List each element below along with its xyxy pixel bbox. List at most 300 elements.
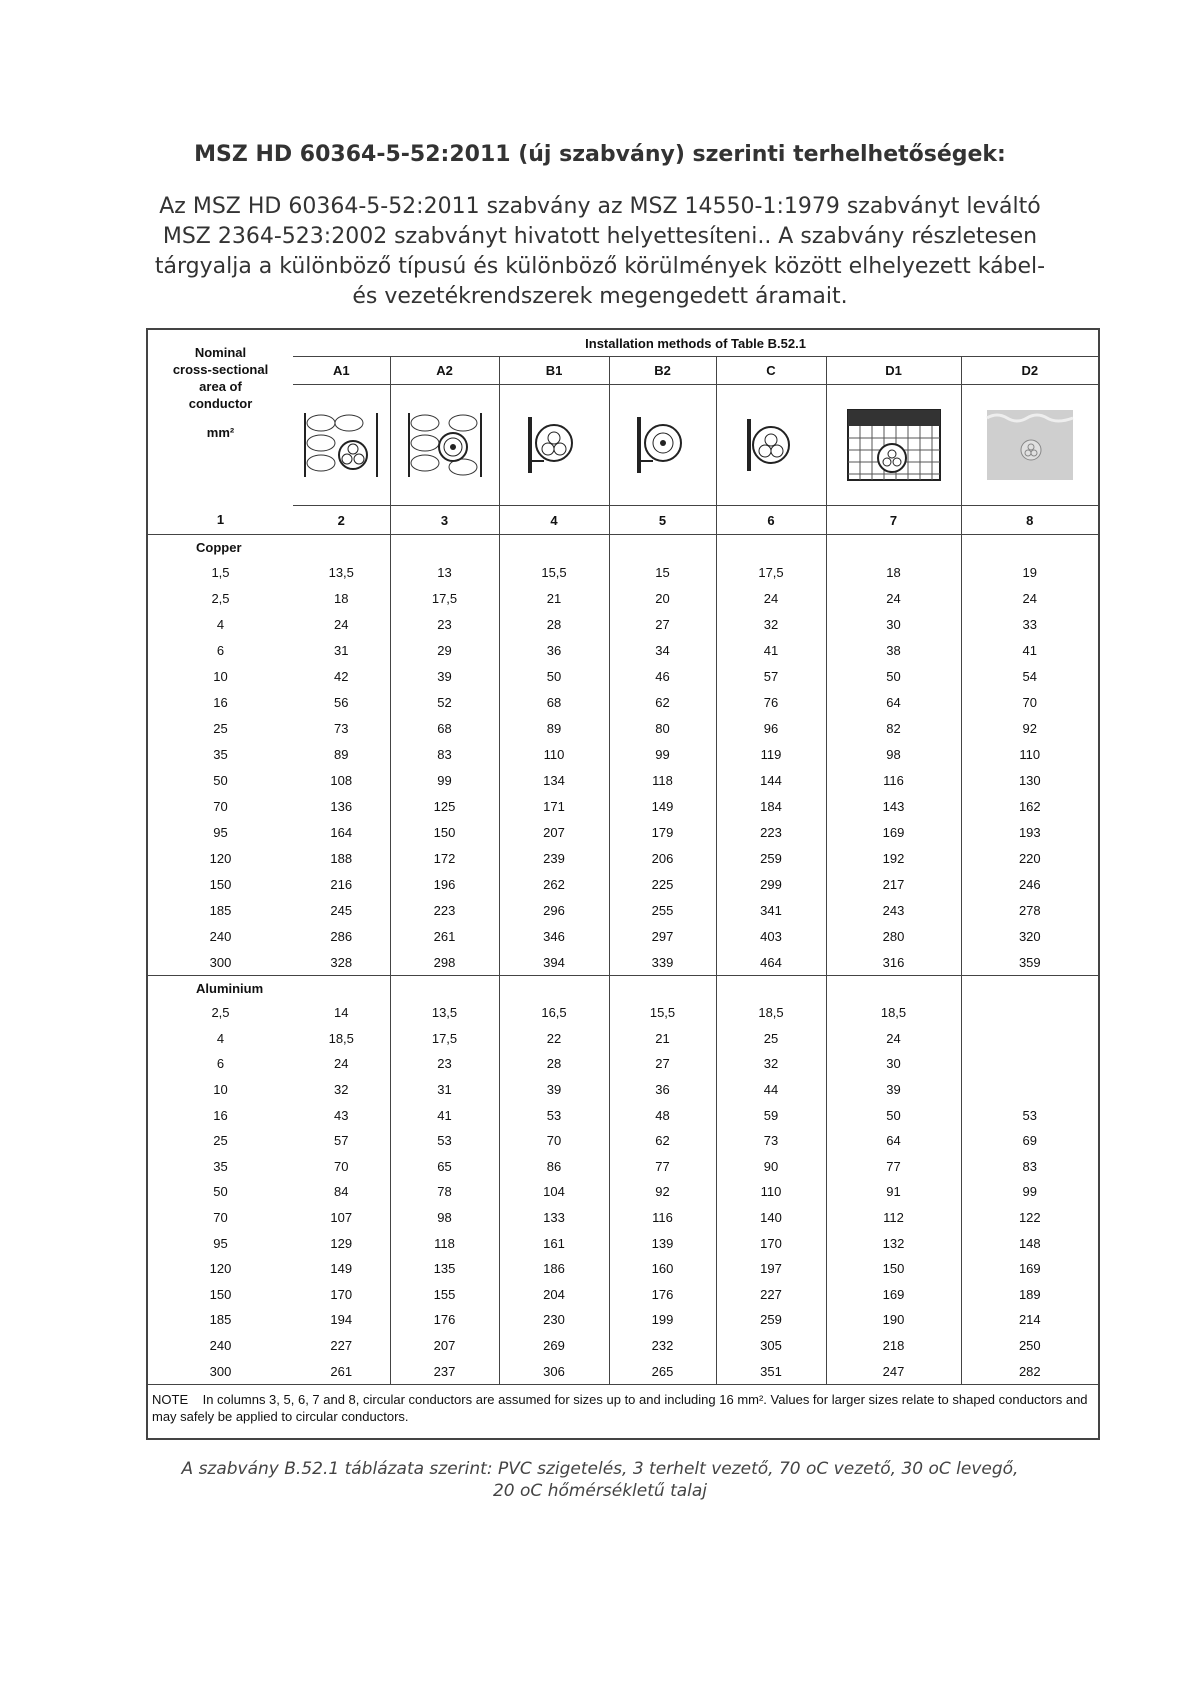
ampacity-cell: 62 xyxy=(609,1128,716,1154)
installation-methods-header: Installation methods of Table B.52.1 xyxy=(585,335,806,351)
col-num-8: 8 xyxy=(961,506,1098,535)
table-row xyxy=(148,1154,1098,1180)
ampacity-cell: 98 xyxy=(390,1205,499,1231)
cross-section-cell: 50 xyxy=(213,772,228,788)
table-row xyxy=(148,689,1098,715)
ampacity-cell: 116 xyxy=(609,1205,716,1231)
ampacity-cell: 299 xyxy=(716,871,826,897)
table-row xyxy=(148,1128,1098,1154)
ampacity-cell: 33 xyxy=(961,611,1098,637)
ampacity-cell: 39 xyxy=(390,663,499,689)
col-num-7: 7 xyxy=(826,506,961,535)
aluminium-section-label: Aluminium xyxy=(148,976,293,1001)
ampacity-cell: 91 xyxy=(826,1179,961,1205)
table-row xyxy=(148,845,1098,871)
ampacity-cell: 41 xyxy=(961,637,1098,663)
ampacity-cell: 227 xyxy=(716,1282,826,1308)
cross-section-cell: 150 xyxy=(209,1286,232,1302)
cross-section-cell: 4 xyxy=(216,1030,225,1046)
method-d2: D2 xyxy=(961,357,1098,385)
cross-section-cell: 10 xyxy=(213,668,228,684)
ampacity-cell: 250 xyxy=(961,1333,1098,1359)
nominal-area-header: Nominal cross-sectional area of conductor mm² xyxy=(172,345,269,440)
table-row xyxy=(148,923,1098,949)
ampacity-cell: 84 xyxy=(334,1184,349,1200)
ampacity-cell: 73 xyxy=(716,1128,826,1154)
table-row xyxy=(148,1102,1098,1128)
ampacity-cell: 116 xyxy=(826,767,961,793)
cross-section-cell: 25 xyxy=(213,1133,228,1149)
ampacity-cell: 82 xyxy=(826,715,961,741)
ampacity-cell: 57 xyxy=(334,1133,349,1149)
ampacity-cell: 161 xyxy=(499,1230,609,1256)
ampacity-cell: 57 xyxy=(716,663,826,689)
ampacity-cell xyxy=(961,1000,1098,1026)
ampacity-cell: 24 xyxy=(716,585,826,611)
ampacity-cell: 44 xyxy=(716,1077,826,1103)
page-title: MSZ HD 60364-5-52:2011 (új szabvány) szerinti terhelhetőségek: xyxy=(194,142,1006,167)
table-row xyxy=(148,611,1098,637)
ampacity-cell: 150 xyxy=(390,819,499,845)
ampacity-cell: 286 xyxy=(330,928,353,944)
ampacity-cell: 225 xyxy=(609,871,716,897)
ampacity-cell: 192 xyxy=(826,845,961,871)
ampacity-cell xyxy=(961,1026,1098,1052)
ampacity-cell: 132 xyxy=(826,1230,961,1256)
ampacity-cell: 32 xyxy=(716,1051,826,1077)
ampacity-cell: 122 xyxy=(961,1205,1098,1231)
table-row xyxy=(148,1358,1098,1384)
ampacity-cell: 298 xyxy=(390,949,499,976)
ampacity-cell: 30 xyxy=(826,611,961,637)
table-row xyxy=(148,871,1098,897)
ampacity-cell: 316 xyxy=(826,949,961,976)
ampacity-cell: 56 xyxy=(334,694,349,710)
ampacity-cell: 110 xyxy=(499,741,609,767)
ampacity-cell: 18,5 xyxy=(826,1000,961,1026)
ampacity-cell: 53 xyxy=(499,1102,609,1128)
ampacity-cell: 150 xyxy=(826,1256,961,1282)
table-row xyxy=(148,1026,1098,1052)
copper-rows xyxy=(148,559,1098,976)
cross-section-cell: 95 xyxy=(213,1235,228,1251)
ampacity-cell: 207 xyxy=(390,1333,499,1359)
ampacity-cell: 17,5 xyxy=(716,559,826,585)
method-a1: A1 xyxy=(293,357,390,385)
ampacity-cell: 160 xyxy=(609,1256,716,1282)
ampacity-cell: 99 xyxy=(390,767,499,793)
ampacity-cell: 14 xyxy=(334,1005,349,1021)
col-num-2: 2 xyxy=(293,506,390,535)
ampacity-cell: 189 xyxy=(961,1282,1098,1308)
ampacity-cell: 218 xyxy=(826,1333,961,1359)
ampacity-cell: 27 xyxy=(609,611,716,637)
cross-section-cell: 6 xyxy=(216,1056,225,1072)
ampacity-cell: 39 xyxy=(826,1077,961,1103)
ampacity-cell: 232 xyxy=(609,1333,716,1359)
ampacity-cell: 171 xyxy=(499,793,609,819)
table-row xyxy=(148,897,1098,923)
ampacity-cell: 77 xyxy=(609,1154,716,1180)
ampacity-cell: 169 xyxy=(826,819,961,845)
ampacity-cell: 41 xyxy=(716,637,826,663)
ampacity-cell: 70 xyxy=(961,689,1098,715)
ampacity-cell: 31 xyxy=(334,642,349,658)
ampacity-cell: 18 xyxy=(826,559,961,585)
ampacity-cell: 190 xyxy=(826,1307,961,1333)
cross-section-cell: 95 xyxy=(213,824,228,840)
ampacity-cell: 237 xyxy=(390,1358,499,1384)
ampacity-cell: 169 xyxy=(826,1282,961,1308)
ampacity-cell: 112 xyxy=(826,1205,961,1231)
cross-section-cell: 16 xyxy=(213,694,228,710)
ampacity-cell: 149 xyxy=(609,793,716,819)
cross-section-cell: 185 xyxy=(209,902,232,918)
ampacity-cell: 118 xyxy=(609,767,716,793)
ampacity-cell: 15 xyxy=(609,559,716,585)
ampacity-cell: 31 xyxy=(390,1077,499,1103)
method-d1: D1 xyxy=(826,357,961,385)
cross-section-cell: 1,5 xyxy=(211,564,230,580)
ampacity-cell: 43 xyxy=(334,1107,349,1123)
ampacity-cell: 50 xyxy=(826,1102,961,1128)
ampacity-cell: 90 xyxy=(716,1154,826,1180)
cross-section-cell: 240 xyxy=(209,1338,232,1354)
ampacity-cell: 328 xyxy=(330,954,353,970)
table-row xyxy=(148,1256,1098,1282)
method-d2-diagram xyxy=(961,385,1098,506)
ampacity-cell: 17,5 xyxy=(390,585,499,611)
cross-section-cell: 50 xyxy=(213,1184,228,1200)
ampacity-cell: 216 xyxy=(330,876,353,892)
ampacity-cell: 83 xyxy=(961,1154,1098,1180)
cross-section-cell: 16 xyxy=(213,1107,228,1123)
ampacity-cell: 246 xyxy=(961,871,1098,897)
table-row xyxy=(148,637,1098,663)
ampacity-cell: 17,5 xyxy=(390,1026,499,1052)
ampacity-cell: 19 xyxy=(961,559,1098,585)
ampacity-cell: 18,5 xyxy=(328,1030,354,1046)
ampacity-cell: 21 xyxy=(499,585,609,611)
ampacity-cell: 134 xyxy=(499,767,609,793)
table-row xyxy=(148,559,1098,585)
ampacity-cell: 110 xyxy=(961,741,1098,767)
ampacity-cell: 53 xyxy=(961,1102,1098,1128)
ampacity-cell: 197 xyxy=(716,1256,826,1282)
ampacity-cell: 107 xyxy=(330,1210,353,1226)
ampacity-cell: 80 xyxy=(609,715,716,741)
ampacity-cell: 23 xyxy=(390,1051,499,1077)
ampacity-cell: 169 xyxy=(961,1256,1098,1282)
cross-section-cell: 70 xyxy=(213,1210,228,1226)
cross-section-cell: 35 xyxy=(213,746,228,762)
table-caption: A szabvány B.52.1 táblázata szerint: PVC szigetelés, 3 terhelt vezető, 70 oC vezető, 30 oC levegő, 20 oC hőmérsékletű talaj xyxy=(181,1459,1019,1501)
ampacity-cell: 129 xyxy=(330,1235,353,1251)
ampacity-cell: 24 xyxy=(334,1056,349,1072)
ampacity-cell: 155 xyxy=(390,1282,499,1308)
ampacity-cell: 77 xyxy=(826,1154,961,1180)
table-row xyxy=(148,1333,1098,1359)
method-b1: B1 xyxy=(499,357,609,385)
ampacity-cell: 13,5 xyxy=(328,564,354,580)
ampacity-cell: 261 xyxy=(330,1363,353,1379)
table-row xyxy=(148,819,1098,845)
cross-section-cell: 35 xyxy=(213,1158,228,1174)
ampacity-cell: 92 xyxy=(609,1179,716,1205)
ampacity-cell: 133 xyxy=(499,1205,609,1231)
ampacity-cell: 24 xyxy=(826,585,961,611)
ampacity-cell: 18,5 xyxy=(716,1000,826,1026)
ampacity-cell: 48 xyxy=(609,1102,716,1128)
table-row xyxy=(148,1051,1098,1077)
table-row xyxy=(148,741,1098,767)
cross-section-cell: 120 xyxy=(209,1261,232,1277)
ampacity-cell: 245 xyxy=(330,902,353,918)
ampacity-cell: 78 xyxy=(390,1179,499,1205)
ampacity-cell: 223 xyxy=(716,819,826,845)
ampacity-cell: 320 xyxy=(961,923,1098,949)
ampacity-cell: 172 xyxy=(390,845,499,871)
ampacity-cell: 118 xyxy=(390,1230,499,1256)
cross-section-cell: 4 xyxy=(216,616,225,632)
ampacity-cell: 269 xyxy=(499,1333,609,1359)
ampacity-cell: 247 xyxy=(826,1358,961,1384)
ampacity-cell: 136 xyxy=(330,798,353,814)
note-text: In columns 3, 5, 6, 7 and 8, circular conductors are assumed for sizes up to and including 16 mm². Values for larger sizes relate to shaped conductors and may safely be applied to circular conductors. xyxy=(152,1391,1088,1424)
ampacity-cell: 27 xyxy=(609,1051,716,1077)
ampacity-cell xyxy=(961,1051,1098,1077)
col-num-1: 1 xyxy=(148,506,293,535)
ampacity-cell: 36 xyxy=(499,637,609,663)
intro-paragraph: Az MSZ HD 60364-5-52:2011 szabvány az MSZ 14550-1:1979 szabványt leváltó MSZ 2364-523:2002 szabványt hivatott helyettesíteni.. A szabvány részletesen tárgyalja a különböző típusú és különböző körülmények között elhelyezett kábel- és vezetékrendszerek megengedett áramait. xyxy=(154,194,1046,309)
ampacity-cell: 99 xyxy=(961,1179,1098,1205)
ampacity-cell: 464 xyxy=(716,949,826,976)
ampacity-cell: 96 xyxy=(716,715,826,741)
ampacity-cell: 18 xyxy=(334,590,349,606)
cross-section-cell: 300 xyxy=(209,1363,232,1379)
ampacity-cell: 259 xyxy=(716,845,826,871)
ampacity-cell: 255 xyxy=(609,897,716,923)
ampacity-cell: 243 xyxy=(826,897,961,923)
ampacity-cell: 194 xyxy=(330,1312,353,1328)
method-b2-diagram xyxy=(609,385,716,506)
ampacity-cell: 110 xyxy=(716,1179,826,1205)
ampacity-cell: 13 xyxy=(390,559,499,585)
table-row xyxy=(148,1205,1098,1231)
table-row xyxy=(148,715,1098,741)
ampacity-cell: 144 xyxy=(716,767,826,793)
copper-section-label: Copper xyxy=(196,539,242,555)
ampacity-table xyxy=(146,328,1100,1440)
ampacity-cell: 196 xyxy=(390,871,499,897)
ampacity-cell: 125 xyxy=(390,793,499,819)
method-a1-diagram xyxy=(293,385,390,506)
table-row xyxy=(148,663,1098,689)
ampacity-cell: 184 xyxy=(716,793,826,819)
ampacity-cell: 92 xyxy=(961,715,1098,741)
table-row xyxy=(148,767,1098,793)
ampacity-cell: 339 xyxy=(609,949,716,976)
ampacity-cell: 108 xyxy=(330,772,353,788)
ampacity-cell: 176 xyxy=(390,1307,499,1333)
ampacity-cell: 70 xyxy=(499,1128,609,1154)
ampacity-cell: 38 xyxy=(826,637,961,663)
method-b1-diagram xyxy=(499,385,609,506)
ampacity-cell: 296 xyxy=(499,897,609,923)
table-row xyxy=(148,1000,1098,1026)
ampacity-cell: 13,5 xyxy=(390,1000,499,1026)
ampacity-cell: 32 xyxy=(334,1082,349,1098)
ampacity-cell: 148 xyxy=(961,1230,1098,1256)
ampacity-cell: 188 xyxy=(330,850,353,866)
ampacity-cell: 24 xyxy=(961,585,1098,611)
ampacity-cell: 39 xyxy=(499,1077,609,1103)
ampacity-cell: 68 xyxy=(390,715,499,741)
ampacity-cell: 16,5 xyxy=(499,1000,609,1026)
col-num-5: 5 xyxy=(609,506,716,535)
method-a2-diagram xyxy=(390,385,499,506)
table-row xyxy=(148,793,1098,819)
ampacity-cell: 262 xyxy=(499,871,609,897)
table-row xyxy=(148,1077,1098,1103)
ampacity-cell: 46 xyxy=(609,663,716,689)
ampacity-cell: 41 xyxy=(390,1102,499,1128)
ampacity-cell: 176 xyxy=(609,1282,716,1308)
cross-section-cell: 120 xyxy=(209,850,232,866)
ampacity-cell: 162 xyxy=(961,793,1098,819)
ampacity-cell: 278 xyxy=(961,897,1098,923)
ampacity-cell: 199 xyxy=(609,1307,716,1333)
ampacity-cell: 59 xyxy=(716,1102,826,1128)
ampacity-cell xyxy=(961,1077,1098,1103)
ampacity-cell: 22 xyxy=(499,1026,609,1052)
ampacity-cell: 52 xyxy=(390,689,499,715)
ampacity-cell: 170 xyxy=(716,1230,826,1256)
ampacity-cell: 227 xyxy=(330,1338,353,1354)
ampacity-cell: 36 xyxy=(609,1077,716,1103)
ampacity-cell: 403 xyxy=(716,923,826,949)
ampacity-cell: 70 xyxy=(334,1158,349,1174)
cross-section-cell: 240 xyxy=(209,928,232,944)
table-row xyxy=(148,1230,1098,1256)
ampacity-cell: 214 xyxy=(961,1307,1098,1333)
table-row xyxy=(148,1307,1098,1333)
ampacity-cell: 265 xyxy=(609,1358,716,1384)
ampacity-cell: 83 xyxy=(390,741,499,767)
ampacity-cell: 20 xyxy=(609,585,716,611)
ampacity-cell: 53 xyxy=(390,1128,499,1154)
ampacity-cell: 305 xyxy=(716,1333,826,1359)
ampacity-cell: 135 xyxy=(390,1256,499,1282)
method-d1-diagram xyxy=(826,385,961,506)
ampacity-cell: 220 xyxy=(961,845,1098,871)
cross-section-cell: 25 xyxy=(213,720,228,736)
cross-section-cell: 2,5 xyxy=(211,1005,230,1021)
ampacity-cell: 223 xyxy=(390,897,499,923)
method-c: C xyxy=(716,357,826,385)
ampacity-cell: 24 xyxy=(334,616,349,632)
ampacity-cell: 68 xyxy=(499,689,609,715)
ampacity-cell: 76 xyxy=(716,689,826,715)
cross-section-cell: 6 xyxy=(216,642,225,658)
ampacity-cell: 23 xyxy=(390,611,499,637)
ampacity-cell: 239 xyxy=(499,845,609,871)
ampacity-cell: 65 xyxy=(390,1154,499,1180)
table-row xyxy=(148,1282,1098,1308)
ampacity-cell: 89 xyxy=(499,715,609,741)
ampacity-cell: 164 xyxy=(330,824,353,840)
ampacity-cell: 193 xyxy=(961,819,1098,845)
ampacity-cell: 64 xyxy=(826,689,961,715)
ampacity-cell: 143 xyxy=(826,793,961,819)
ampacity-cell: 204 xyxy=(499,1282,609,1308)
ampacity-cell: 64 xyxy=(826,1128,961,1154)
ampacity-cell: 346 xyxy=(499,923,609,949)
ampacity-cell: 297 xyxy=(609,923,716,949)
table-row xyxy=(148,949,1098,976)
ampacity-cell: 359 xyxy=(961,949,1098,976)
ampacity-cell: 139 xyxy=(609,1230,716,1256)
ampacity-cell: 261 xyxy=(390,923,499,949)
ampacity-cell: 104 xyxy=(499,1179,609,1205)
ampacity-cell: 341 xyxy=(716,897,826,923)
cross-section-cell: 300 xyxy=(209,954,232,970)
cross-section-cell: 10 xyxy=(213,1082,228,1098)
cross-section-cell: 150 xyxy=(209,876,232,892)
cross-section-cell: 185 xyxy=(209,1312,232,1328)
ampacity-cell: 217 xyxy=(826,871,961,897)
ampacity-cell: 170 xyxy=(330,1286,353,1302)
aluminium-rows xyxy=(148,1000,1098,1384)
cross-section-cell: 70 xyxy=(213,798,228,814)
ampacity-cell: 25 xyxy=(716,1026,826,1052)
method-c-diagram xyxy=(716,385,826,506)
ampacity-cell: 98 xyxy=(826,741,961,767)
method-b2: B2 xyxy=(609,357,716,385)
ampacity-cell: 89 xyxy=(334,746,349,762)
ampacity-cell: 86 xyxy=(499,1154,609,1180)
ampacity-cell: 130 xyxy=(961,767,1098,793)
ampacity-cell: 15,5 xyxy=(499,559,609,585)
ampacity-cell: 42 xyxy=(334,668,349,684)
col-num-4: 4 xyxy=(499,506,609,535)
ampacity-cell: 21 xyxy=(609,1026,716,1052)
ampacity-cell: 206 xyxy=(609,845,716,871)
ampacity-cell: 282 xyxy=(961,1358,1098,1384)
ampacity-cell: 149 xyxy=(330,1261,353,1277)
col-num-6: 6 xyxy=(716,506,826,535)
ampacity-cell: 259 xyxy=(716,1307,826,1333)
ampacity-cell: 119 xyxy=(716,741,826,767)
ampacity-cell: 179 xyxy=(609,819,716,845)
ampacity-cell: 394 xyxy=(499,949,609,976)
ampacity-cell: 28 xyxy=(499,611,609,637)
ampacity-cell: 306 xyxy=(499,1358,609,1384)
ampacity-cell: 140 xyxy=(716,1205,826,1231)
ampacity-cell: 29 xyxy=(390,637,499,663)
ampacity-cell: 280 xyxy=(826,923,961,949)
ampacity-cell: 24 xyxy=(826,1026,961,1052)
method-a2: A2 xyxy=(390,357,499,385)
ampacity-cell: 54 xyxy=(961,663,1098,689)
table-note xyxy=(148,1384,1098,1431)
ampacity-cell: 50 xyxy=(499,663,609,689)
ampacity-cell: 28 xyxy=(499,1051,609,1077)
ampacity-cell: 32 xyxy=(716,611,826,637)
ampacity-cell: 351 xyxy=(716,1358,826,1384)
ampacity-cell: 15,5 xyxy=(609,1000,716,1026)
ampacity-cell: 230 xyxy=(499,1307,609,1333)
